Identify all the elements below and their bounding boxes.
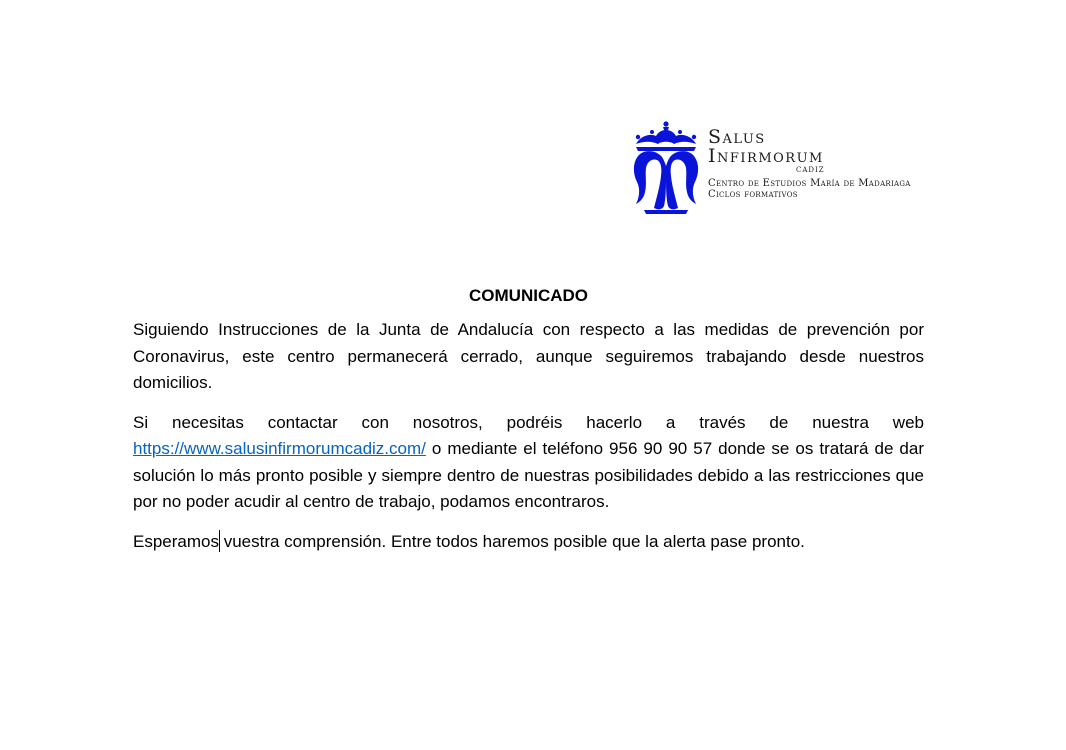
paragraph-closing-start: Esperamos bbox=[133, 531, 219, 551]
paragraph-instructions: Siguiendo Instrucciones de la Junta de Andalucía con respecto a las medidas de prevención por Coronavirus, este centro permanecerá cerrado, aunque seguiremos trabajando desde nuestros domicilios. bbox=[133, 320, 924, 392]
logo-name-line1: Salus bbox=[708, 126, 766, 148]
logo-subtitle-line2: Ciclos formativos bbox=[708, 189, 798, 200]
logo-city: CADIZ bbox=[796, 166, 825, 174]
paragraph-contact-intro: Si necesitas contactar con nosotros, podréis hacerlo a través de nuestra web bbox=[133, 412, 924, 432]
document-body bbox=[133, 283, 924, 568]
logo-text bbox=[708, 128, 930, 200]
logo-name-line2: Infirmorum bbox=[708, 145, 824, 167]
logo-subtitle-line1: Centro de Estudios María de Madariaga bbox=[708, 178, 911, 189]
paragraph-contact bbox=[133, 410, 924, 516]
website-link[interactable]: https://www.salusinfirmorumcadiz.com/ bbox=[133, 439, 426, 458]
paragraph-closing-rest: vuestra comprensión. Entre todos haremos posible que la alerta pase pronto. bbox=[218, 531, 805, 551]
paragraph-contact-rest: o mediante el teléfono 956 90 90 57 donde se os tratará de dar solución lo más pronto posible y siempre dentro de nuestras posibilidades debido a las restricciones que por no poder acudir al centro de trabajo, podamos encontraros. bbox=[133, 439, 924, 511]
crowned-m-emblem-icon bbox=[630, 120, 702, 216]
paragraph-closing bbox=[133, 529, 924, 556]
document-title: COMUNICADO bbox=[469, 286, 588, 305]
logo bbox=[630, 120, 930, 220]
